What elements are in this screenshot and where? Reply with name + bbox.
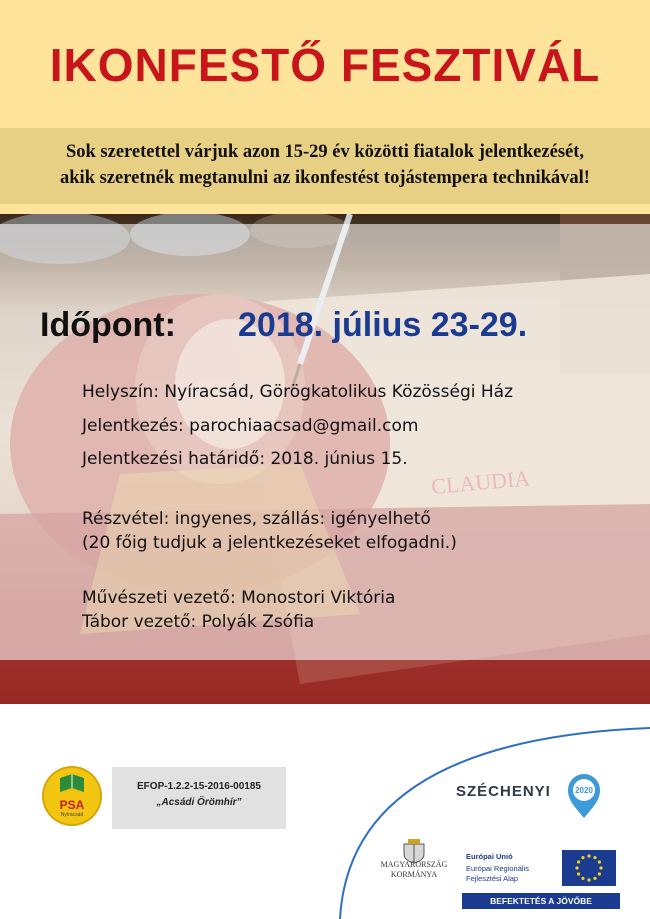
psa-logo <box>44 768 100 824</box>
camp-leader-line: Tábor vezető: Polyák Zsófia <box>82 612 315 632</box>
registration-line: Jelentkezés: parochiaacsad@gmail.com <box>82 416 419 436</box>
eu-fund-box <box>462 846 620 890</box>
psa-label: PSA <box>59 798 85 812</box>
eu-line-3: Fejlesztési Alap <box>466 874 519 883</box>
project-box <box>112 767 286 829</box>
szechenyi-year: 2020 <box>575 786 593 795</box>
eu-line-2: Európai Regionális <box>466 864 529 873</box>
capacity-note: (20 főig tudjuk a jelentkezéseket elfogadni.) <box>82 533 457 553</box>
location-line: Helyszín: Nyíracsád, Görögkatolikus Közösségi Ház <box>82 382 514 402</box>
szechenyi-2020-icon <box>564 772 604 820</box>
government-line-1: MAGYARORSZÁG <box>380 860 448 869</box>
festival-title: IKONFESTŐ FESZTIVÁL <box>49 39 601 91</box>
intro-line-2: akik szeretnék megtanulni az ikonfestést tojástempera technikával! <box>60 168 590 188</box>
eu-line-1: Európai Unió <box>466 852 513 861</box>
government-label <box>372 860 456 880</box>
deadline-line: Jelentkezési határidő: 2018. június 15. <box>82 449 408 469</box>
project-name: „Acsádi Örömhír” <box>156 797 242 808</box>
eu-flag-icon <box>562 850 616 886</box>
project-code: EFOP-1.2.2-15-2016-00185 <box>137 781 261 792</box>
government-line-2: KORMÁNYA <box>390 870 438 879</box>
psa-sub-label: Nyíracsád <box>60 812 84 818</box>
art-director-line: Művészeti vezető: Monostori Viktória <box>82 588 396 608</box>
date-label: Időpont: <box>40 306 176 344</box>
intro-box <box>0 128 650 204</box>
szechenyi-label: SZÉCHENYI <box>456 783 551 800</box>
befektetes-banner: BEFEKTETÉS A JÖVŐBE <box>462 893 620 909</box>
intro-line-1: Sok szeretettel várjuk azon 15-29 év közötti fiatalok jelentkezését, <box>65 142 585 162</box>
book-icon <box>44 770 100 800</box>
participation-line: Részvétel: ingyenes, szállás: igényelhető <box>82 509 431 529</box>
date-value: 2018. július 23-29. <box>238 306 528 344</box>
